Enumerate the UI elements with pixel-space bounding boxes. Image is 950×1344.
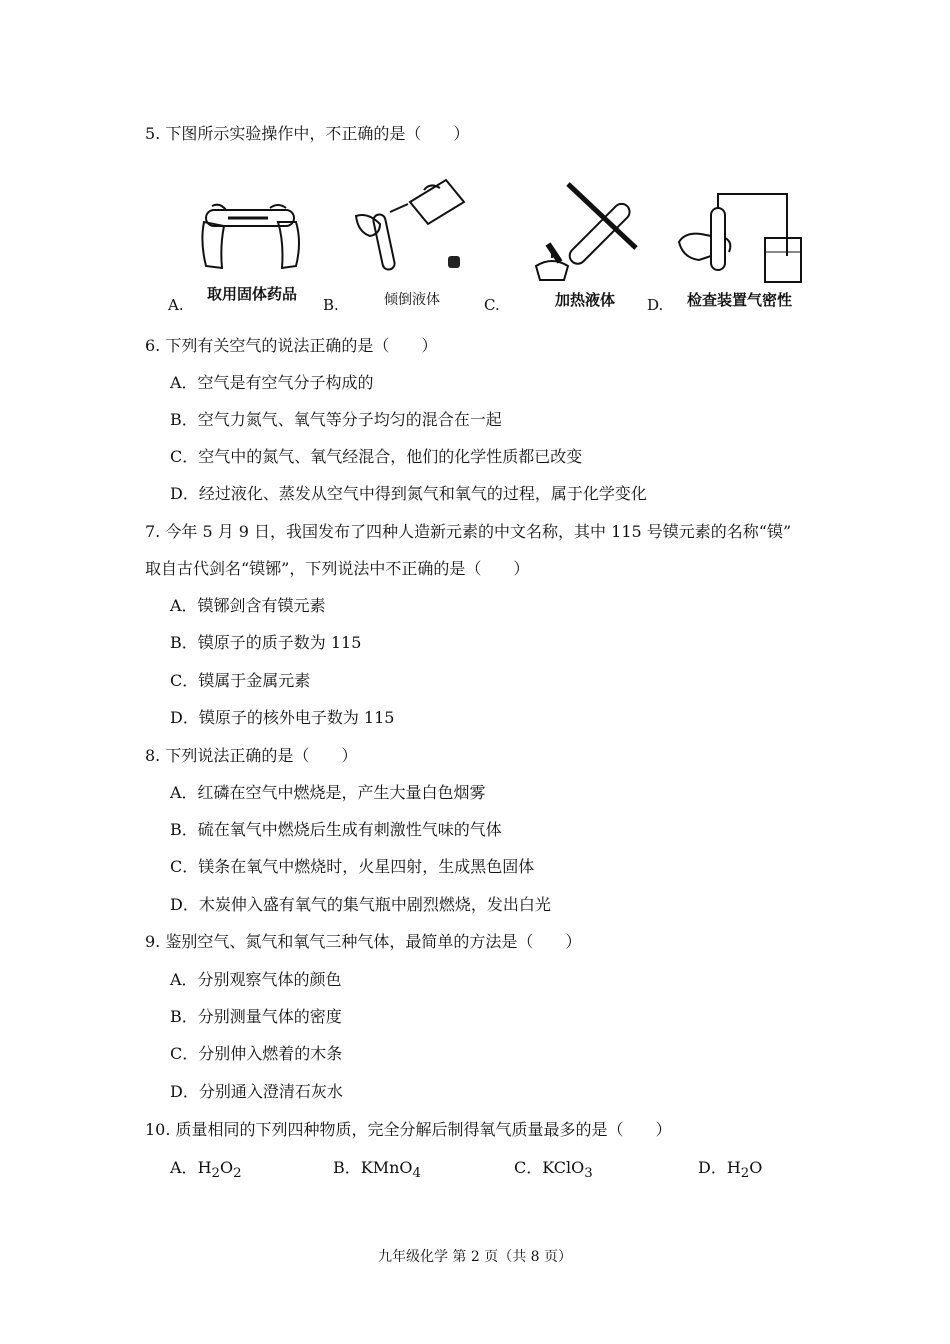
q10-option-a-mid: O xyxy=(220,1158,234,1177)
option-c-caption: 加热液体 xyxy=(555,291,616,309)
q7-option-d: D．镆原子的核外电子数为 115 xyxy=(170,708,395,727)
q6-option-a: A．空气是有空气分子构成的 xyxy=(170,373,374,392)
q6-stem: 6. 下列有关空气的说法正确的是（ ） xyxy=(145,336,438,355)
q10-option-c xyxy=(514,1158,593,1184)
q8-option-b: B．硫在氧气中燃烧后生成有刺激性气味的气体 xyxy=(170,820,502,839)
q10-stem: 10. 质量相同的下列四种物质，完全分解后制得氧气质量最多的是（ ） xyxy=(145,1120,672,1139)
option-a-letter: A. xyxy=(168,296,184,314)
page-footer: 九年级化学 第 2 页（共 8 页） xyxy=(377,1249,573,1265)
q10-option-c-main: KClO xyxy=(542,1158,585,1177)
q10-option-b-main: KMnO xyxy=(360,1158,413,1177)
q10-option-a-sub2: 2 xyxy=(233,1166,242,1182)
q8-option-c: C．镁条在氧气中燃烧时，火星四射，生成黑色固体 xyxy=(170,857,535,876)
q10-option-b xyxy=(333,1158,421,1184)
q10-option-a-sub1: 2 xyxy=(211,1166,220,1182)
q10-option-c-prefix: C． xyxy=(514,1158,543,1177)
q10-option-d-main: H xyxy=(726,1158,741,1177)
figure-c-heat-liquid xyxy=(518,178,642,286)
q7-option-a: A．镆铘剑含有镆元素 xyxy=(170,596,326,615)
q6-option-c: C．空气中的氮气、氧气经混合，他们的化学性质都已改变 xyxy=(170,447,583,466)
q7-option-b: B．镆原子的质子数为 115 xyxy=(170,633,362,652)
option-a-caption: 取用固体药品 xyxy=(207,285,298,303)
q8-option-a: A．红磷在空气中燃烧是，产生大量白色烟雾 xyxy=(170,783,486,802)
q10-option-d xyxy=(698,1158,762,1184)
q6-option-b: B．空气力氮气、氧气等分子均匀的混合在一起 xyxy=(170,410,502,429)
q9-option-b: B．分别测量气体的密度 xyxy=(170,1007,342,1026)
q10-option-d-mid: O xyxy=(749,1158,763,1177)
q9-stem: 9. 鉴别空气、氮气和氧气三种气体，最简单的方法是（ ） xyxy=(145,932,582,951)
figure-b-pour-liquid xyxy=(350,172,472,276)
q7-option-c: C．镆属于金属元素 xyxy=(170,671,311,690)
q10-option-a-prefix: A． xyxy=(170,1158,198,1177)
q5-stem: 5. 下图所示实验操作中，不正确的是（ ） xyxy=(145,124,470,143)
figure-d-airtightness xyxy=(675,186,805,284)
option-c-letter: C. xyxy=(484,296,500,314)
option-d-caption: 检查装置气密性 xyxy=(687,291,793,309)
q7-stem-line2: 取自古代剑名“镆铘”，下列说法中不正确的是（ ） xyxy=(145,559,530,578)
q10-option-d-prefix: D． xyxy=(698,1158,727,1177)
q9-option-c: C．分别伸入燃着的木条 xyxy=(170,1044,343,1063)
figure-a-solid-reagent xyxy=(198,196,304,276)
q9-option-a: A．分别观察气体的颜色 xyxy=(170,970,342,989)
q9-option-d: D．分别通入澄清石灰水 xyxy=(170,1082,343,1101)
option-b-caption: 倾倒液体 xyxy=(384,292,440,308)
q6-option-d: D．经过液化、蒸发从空气中得到氮气和氧气的过程，属于化学变化 xyxy=(170,484,647,503)
q7-stem-line1: 7. 今年 5 月 9 日，我国发布了四种人造新元素的中文名称，其中 115 号镆元素的名称“镆” xyxy=(145,522,792,541)
q8-stem: 8. 下列说法正确的是（ ） xyxy=(145,746,358,765)
q10-option-d-sub1: 2 xyxy=(740,1166,750,1182)
q8-option-d: D．木炭伸入盛有氧气的集气瓶中剧烈燃烧，发出白光 xyxy=(170,895,551,914)
q10-option-c-sub1: 3 xyxy=(584,1166,593,1182)
option-d-letter: D. xyxy=(647,296,664,314)
q10-option-a xyxy=(170,1158,242,1184)
option-b-letter: B. xyxy=(323,296,339,314)
q10-option-b-sub1: 4 xyxy=(412,1166,422,1182)
q10-option-a-main: H xyxy=(197,1158,212,1177)
q10-option-b-prefix: B． xyxy=(333,1158,361,1177)
